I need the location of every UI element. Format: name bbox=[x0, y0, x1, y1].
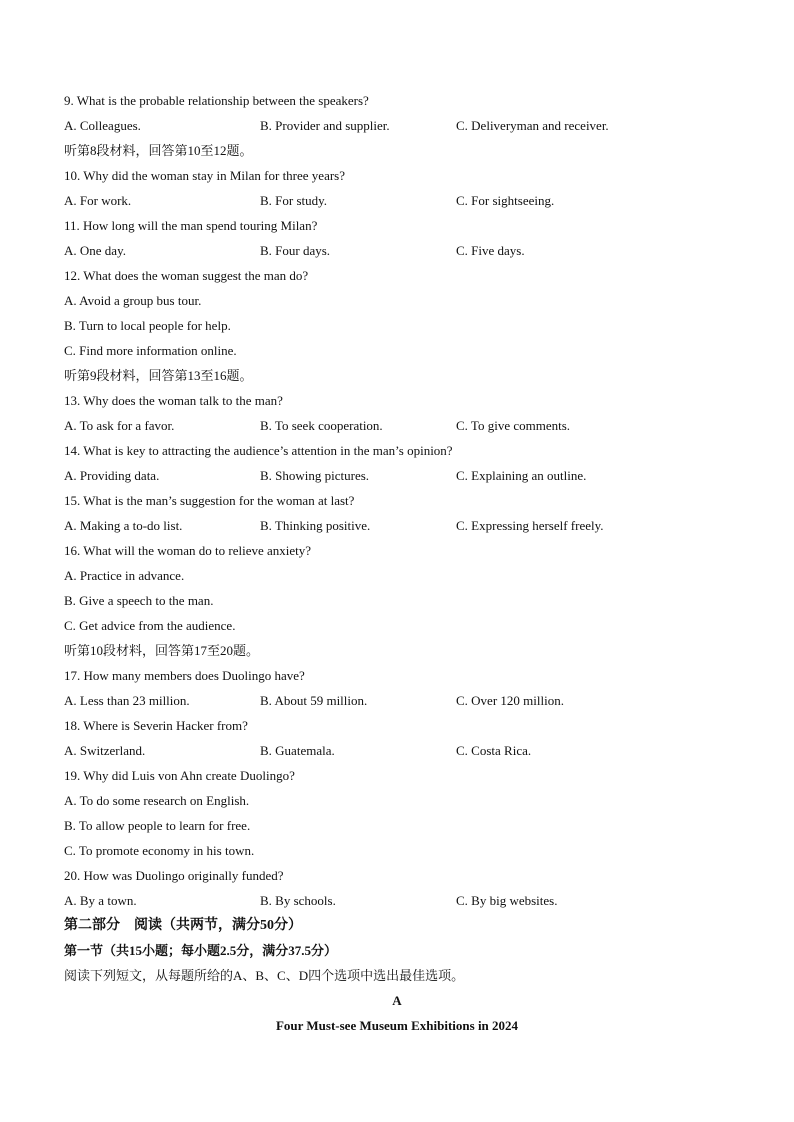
option-11b: B. Four days. bbox=[260, 243, 331, 258]
option-13c: C. To give comments. bbox=[456, 418, 571, 433]
question-14: 14. What is key to attracting the audience’s attention in the man’s opinion? bbox=[64, 443, 453, 458]
option-10b: B. For study. bbox=[260, 193, 328, 208]
option-13a: A. To ask for a favor. bbox=[64, 418, 175, 433]
passage-letter: A bbox=[392, 993, 402, 1008]
option-18c: C. Costa Rica. bbox=[456, 743, 532, 758]
option-10c: C. For sightseeing. bbox=[456, 193, 555, 208]
exam-page bbox=[64, 88, 744, 1038]
option-20c: C. By big websites. bbox=[456, 893, 558, 908]
option-17c: C. Over 120 million. bbox=[456, 693, 564, 708]
option-9c: C. Deliveryman and receiver. bbox=[456, 118, 609, 133]
option-18a: A. Switzerland. bbox=[64, 743, 146, 758]
option-16c: C. Get advice from the audience. bbox=[64, 618, 236, 633]
option-20b: B. By schools. bbox=[260, 893, 336, 908]
option-14a: A. Providing data. bbox=[64, 468, 160, 483]
question-15: 15. What is the man’s suggestion for the woman at last? bbox=[64, 493, 355, 508]
options-20 bbox=[64, 888, 744, 913]
instruction-9: 听第9段材料，回答第13至16题。 bbox=[64, 368, 253, 383]
options-18 bbox=[64, 738, 744, 763]
question-16: 16. What will the woman do to relieve anxiety? bbox=[64, 543, 312, 558]
options-13 bbox=[64, 413, 744, 438]
question-10: 10. Why did the woman stay in Milan for three years? bbox=[64, 168, 345, 183]
option-10a: A. For work. bbox=[64, 193, 132, 208]
option-20a: A. By a town. bbox=[64, 893, 137, 908]
instruction-10: 听第10段材料，回答第17至20题。 bbox=[64, 643, 260, 658]
option-14c: C. Explaining an outline. bbox=[456, 468, 587, 483]
question-13: 13. Why does the woman talk to the man? bbox=[64, 393, 283, 408]
question-19: 19. Why did Luis von Ahn create Duolingo? bbox=[64, 768, 295, 783]
part-two-heading: 第二部分 阅读（共两节，满分50分） bbox=[64, 918, 302, 933]
option-16a: A. Practice in advance. bbox=[64, 568, 185, 583]
question-9: 9. What is the probable relationship between the speakers? bbox=[64, 93, 369, 108]
option-16b: B. Give a speech to the man. bbox=[64, 593, 214, 608]
option-9b: B. Provider and supplier. bbox=[260, 118, 390, 133]
option-15c: C. Expressing herself freely. bbox=[456, 518, 604, 533]
option-12b: B. Turn to local people for help. bbox=[64, 318, 231, 333]
option-15a: A. Making a to-do list. bbox=[64, 518, 183, 533]
question-17: 17. How many members does Duolingo have? bbox=[64, 668, 305, 683]
options-17 bbox=[64, 688, 744, 713]
option-19b: B. To allow people to learn for free. bbox=[64, 818, 251, 833]
option-12c: C. Find more information online. bbox=[64, 343, 237, 358]
option-19c: C. To promote economy in his town. bbox=[64, 843, 255, 858]
question-12: 12. What does the woman suggest the man do? bbox=[64, 268, 309, 283]
option-11a: A. One day. bbox=[64, 243, 126, 258]
passage-title: Four Must-see Museum Exhibitions in 2024 bbox=[275, 1018, 519, 1033]
options-14 bbox=[64, 463, 744, 488]
options-10 bbox=[64, 188, 744, 213]
question-20: 20. How was Duolingo originally funded? bbox=[64, 868, 284, 883]
option-11c: C. Five days. bbox=[456, 243, 525, 258]
instruction-8: 听第8段材料，回答第10至12题。 bbox=[64, 143, 253, 158]
question-18: 18. Where is Severin Hacker from? bbox=[64, 718, 248, 733]
option-15b: B. Thinking positive. bbox=[260, 518, 371, 533]
option-13b: B. To seek cooperation. bbox=[260, 418, 383, 433]
option-17b: B. About 59 million. bbox=[260, 693, 368, 708]
option-12a: A. Avoid a group bus tour. bbox=[64, 293, 202, 308]
section-one-heading: 第一节（共15小题；每小题2.5分，满分37.5分） bbox=[64, 943, 338, 958]
question-11: 11. How long will the man spend touring Milan? bbox=[64, 218, 318, 233]
options-11 bbox=[64, 238, 744, 263]
option-18b: B. Guatemala. bbox=[260, 743, 335, 758]
reading-instruction: 阅读下列短文，从每题所给的A、B、C、D四个选项中选出最佳选项。 bbox=[64, 968, 465, 983]
option-19a: A. To do some research on English. bbox=[64, 793, 250, 808]
option-17a: A. Less than 23 million. bbox=[64, 693, 190, 708]
options-15 bbox=[64, 513, 744, 538]
option-9a: A. Colleagues. bbox=[64, 118, 141, 133]
option-14b: B. Showing pictures. bbox=[260, 468, 370, 483]
options-9 bbox=[64, 113, 744, 138]
